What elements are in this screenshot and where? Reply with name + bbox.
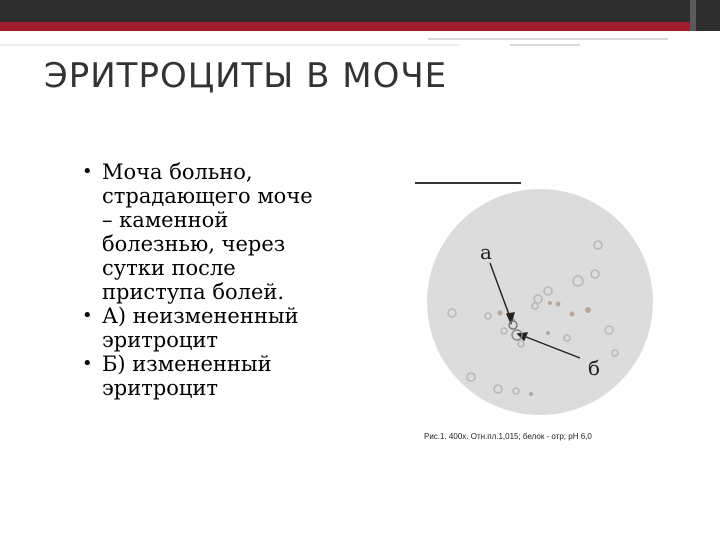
- cell-icon: [494, 385, 502, 393]
- erythrocyte-unchanged-icon: [509, 321, 517, 329]
- microscopy-figure: [410, 178, 660, 448]
- bullet-line: болезнью, через: [102, 232, 286, 256]
- divider-line: [0, 44, 460, 46]
- cell-icon: [591, 270, 599, 278]
- slide-title: ЭРИТРОЦИТЫ В МОЧЕ: [44, 56, 448, 96]
- bullet-line: приступа болей.: [102, 280, 285, 304]
- bullet-line: • А) неизмененный: [102, 304, 299, 328]
- bullet-line: эритроцит: [102, 328, 219, 352]
- cell-icon: [570, 312, 575, 317]
- cell-icon: [513, 388, 519, 394]
- cell-icon: [585, 307, 591, 313]
- cell-icon: [518, 341, 524, 347]
- cell-icon: [556, 302, 561, 307]
- cell-icon: [605, 326, 613, 334]
- figure-label-b: б: [588, 356, 601, 380]
- microscope-cells: [410, 178, 660, 448]
- bullet-list: [82, 160, 382, 400]
- cell-icon: [485, 313, 491, 319]
- bullet-item: [82, 160, 382, 304]
- bullet-line: – каменной: [102, 208, 229, 232]
- cell-icon: [532, 303, 538, 309]
- cell-icon: [548, 301, 552, 305]
- cell-icon: [529, 392, 533, 396]
- cell-icon: [544, 287, 552, 295]
- bullet-item: [82, 352, 382, 400]
- cell-icon: [546, 331, 550, 335]
- cell-icon: [498, 311, 503, 316]
- bullet-line: • Б) измененный: [102, 352, 272, 376]
- divider-line: [510, 44, 580, 46]
- arrow-b: [521, 335, 580, 358]
- figure-caption: Рис.1. 400х. Отн.пл.1,015; белок - отр; pH 6,0: [424, 432, 592, 441]
- cell-icon: [612, 350, 618, 356]
- cell-icon: [448, 309, 456, 317]
- cell-icon: [534, 295, 542, 303]
- bullet-item: [82, 304, 382, 352]
- bullet-line: сутки после: [102, 256, 236, 280]
- top-bar-red: [0, 22, 690, 31]
- top-bar-dark: [0, 0, 690, 22]
- top-decoration: [0, 0, 720, 32]
- top-bar-right: [696, 0, 720, 31]
- divider-line: [428, 38, 668, 40]
- cell-icon: [564, 335, 570, 341]
- cell-icon: [501, 328, 507, 334]
- bullet-line: • Моча больно,: [102, 160, 253, 184]
- cell-icon: [573, 276, 583, 286]
- bullet-line: эритроцит: [102, 376, 219, 400]
- figure-label-a: а: [480, 240, 492, 264]
- cell-icon: [467, 373, 475, 381]
- cell-icon: [594, 241, 602, 249]
- bullet-line: страдающего моче: [102, 184, 313, 208]
